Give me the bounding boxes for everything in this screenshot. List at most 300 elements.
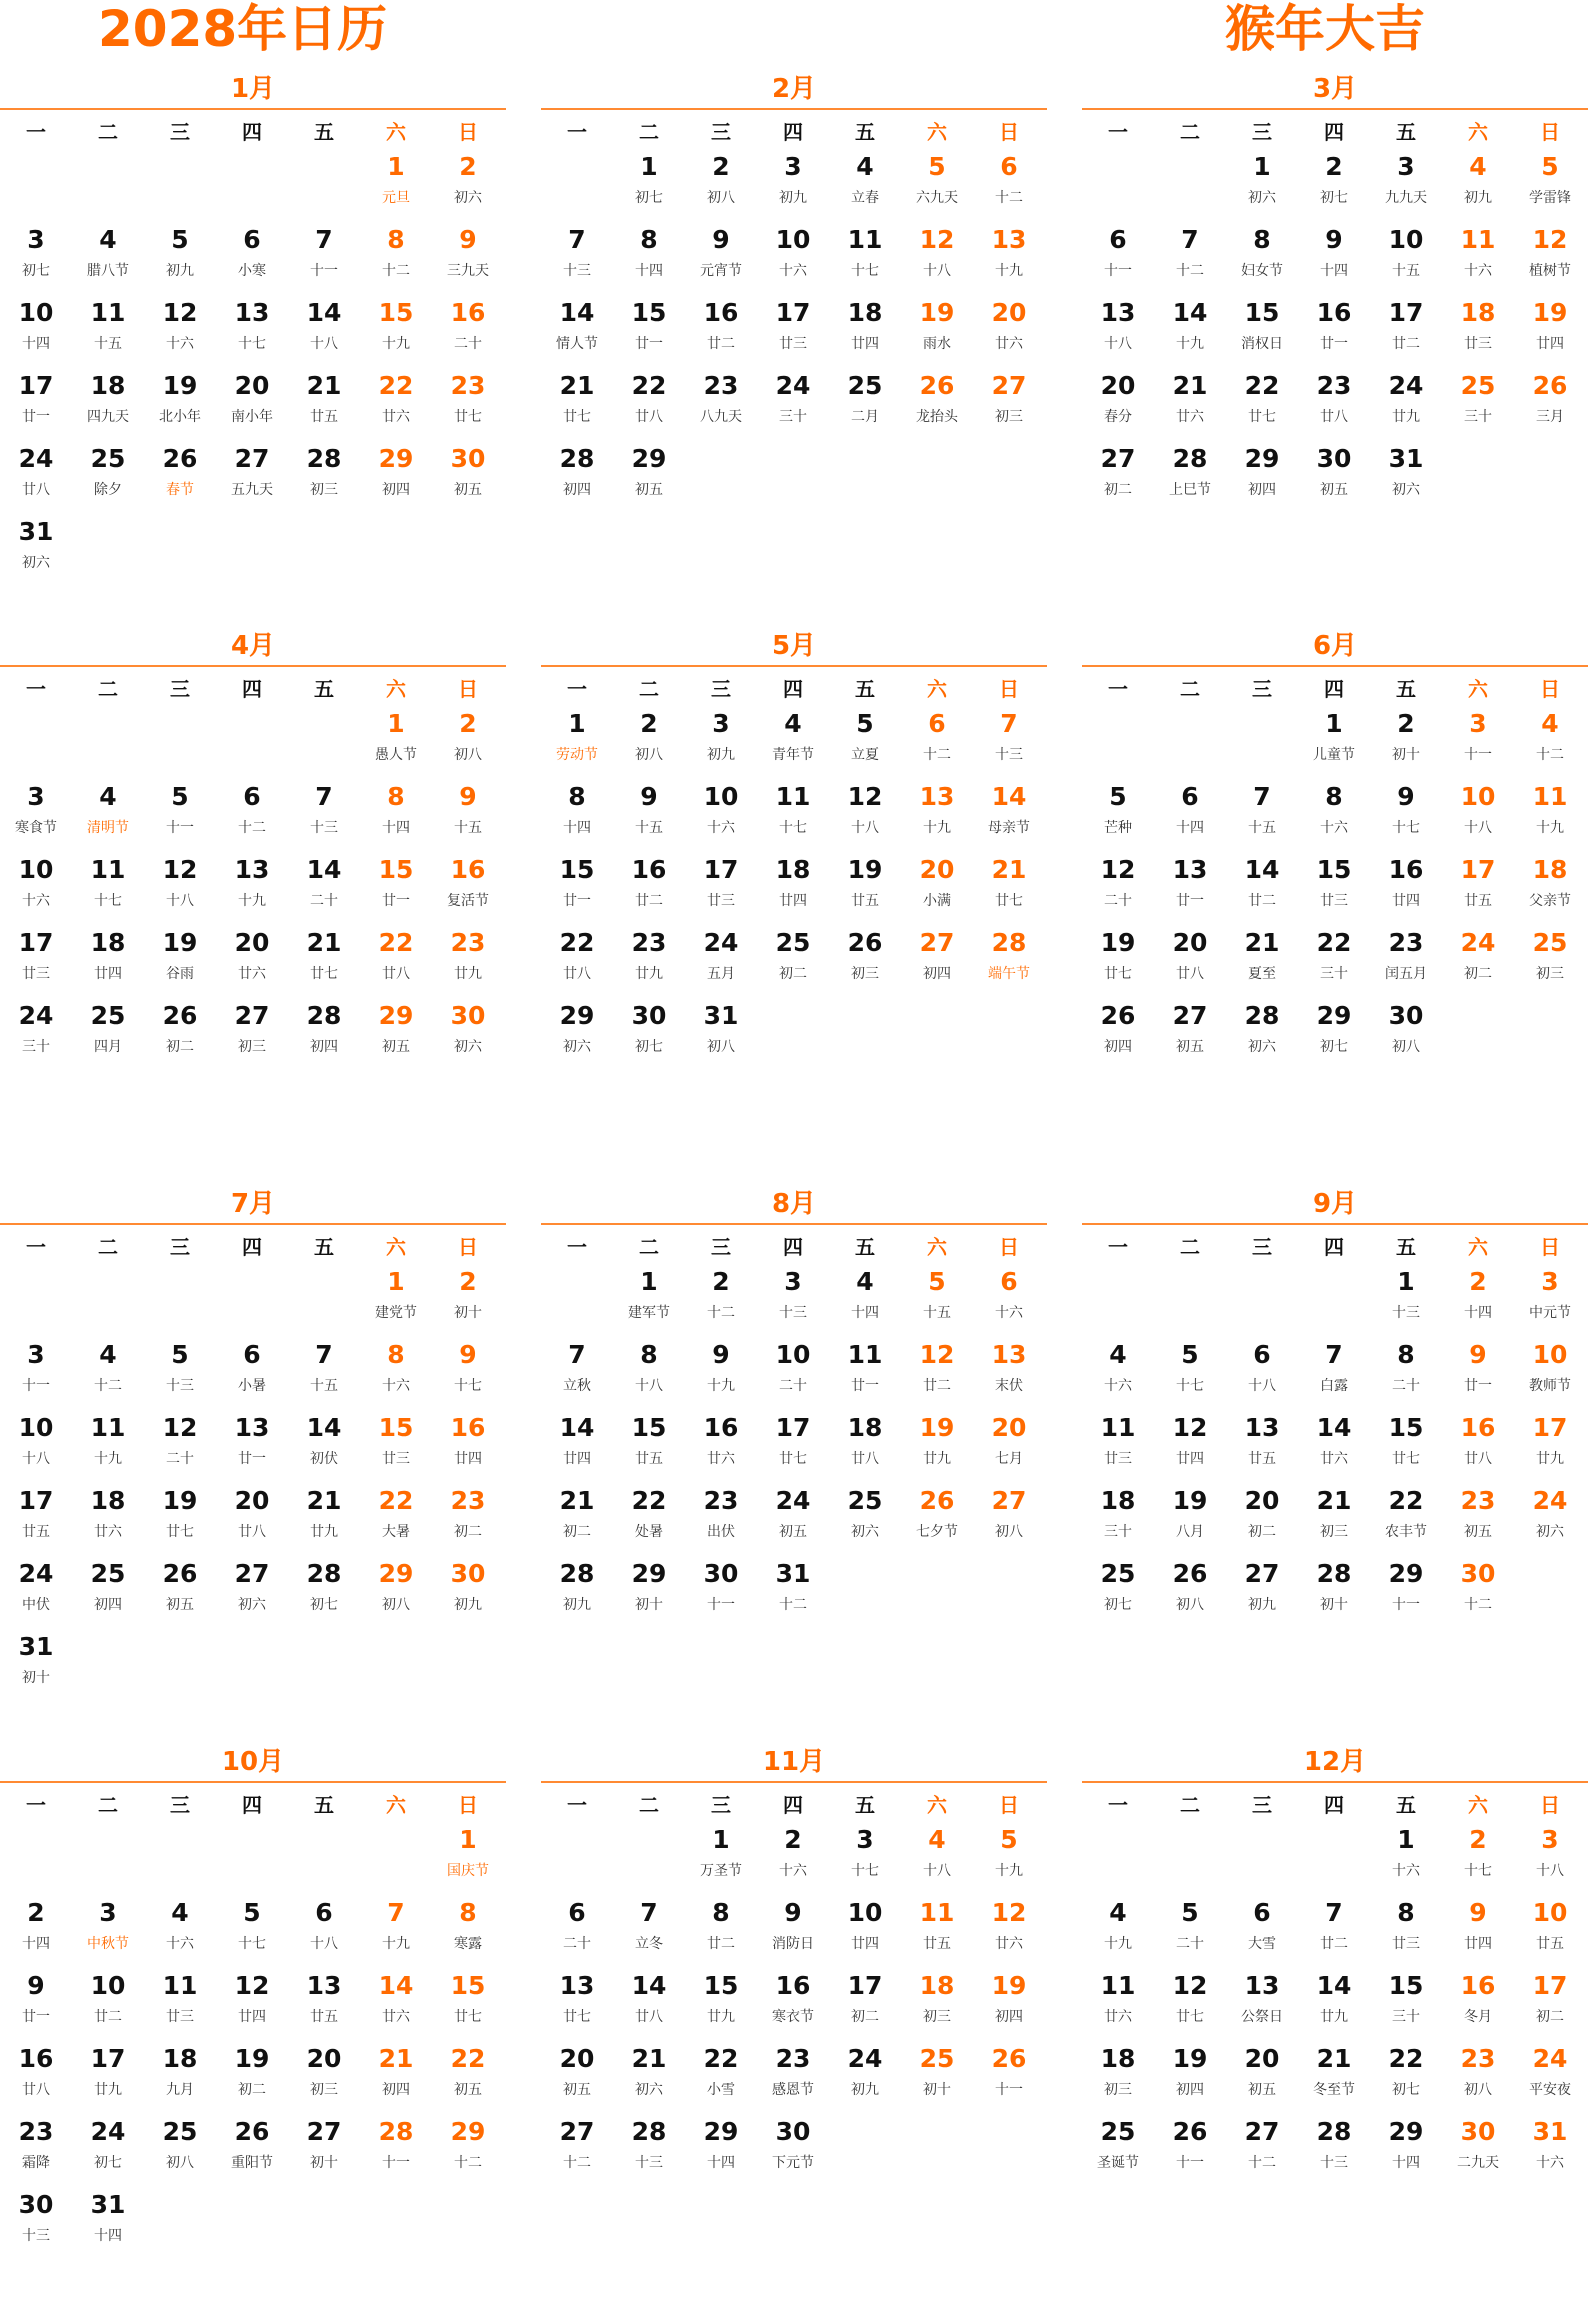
lunar-date-label: 初十: [1320, 1597, 1348, 1613]
lunar-date-label: 初九: [707, 747, 735, 763]
day-number: 22: [1316, 928, 1352, 957]
lunar-date-label: 学雷锋: [1529, 190, 1571, 206]
lunar-date-label: 立秋: [563, 1378, 591, 1394]
lunar-date-label: 圣诞节: [1097, 2155, 1139, 2171]
day-number: 24: [1460, 928, 1496, 957]
day-number: 11: [1100, 1413, 1136, 1442]
lunar-date-label: 十四: [1464, 1305, 1492, 1321]
day-cell: [216, 2042, 288, 2115]
weekday-label: 二: [639, 119, 659, 144]
day-number: 21: [1316, 1486, 1352, 1515]
empty-day-cell: [1082, 707, 1154, 780]
weekday-label: 二: [98, 676, 118, 701]
day-number: 2: [1397, 709, 1415, 738]
day-number: 18: [162, 2044, 198, 2073]
day-cell: [829, 150, 901, 223]
day-number: 25: [162, 2117, 198, 2146]
lunar-date-label: 初六: [238, 1597, 266, 1613]
day-number: 4: [99, 1340, 117, 1369]
weekday-label: 三: [1252, 676, 1272, 701]
lunar-date-label: 廿三: [22, 966, 50, 982]
lunar-date-label: 腊八节: [87, 263, 129, 279]
weekday-label: 三: [170, 1234, 190, 1259]
lunar-date-label: 廿六: [995, 1936, 1023, 1952]
lunar-date-label: 初八: [1176, 1597, 1204, 1613]
weekday-label: 三: [711, 676, 731, 701]
lunar-date-label: 廿九: [923, 1451, 951, 1467]
day-cell: [144, 369, 216, 442]
day-number: 27: [919, 928, 955, 957]
day-number: 7: [1325, 1898, 1343, 1927]
day-cell: [541, 2115, 613, 2188]
day-number: 22: [1388, 2044, 1424, 2073]
day-cell: [360, 2042, 432, 2115]
day-number: 10: [18, 1413, 54, 1442]
day-cell: [973, 1823, 1045, 1896]
lunar-date-label: 初八: [707, 1039, 735, 1055]
lunar-date-label: 廿八: [563, 966, 591, 982]
weekday-label: 二: [639, 1234, 659, 1259]
day-number: 2: [1469, 1825, 1487, 1854]
day-cell: [901, 296, 973, 369]
day-number: 3: [856, 1825, 874, 1854]
day-cell: [1370, 1484, 1442, 1557]
day-cell: [1154, 1557, 1226, 1630]
lunar-date-label: 小满: [923, 893, 951, 909]
day-cell: [829, 296, 901, 369]
day-cell: [973, 1338, 1045, 1411]
lunar-date-label: 二十: [454, 336, 482, 352]
lunar-date-label: 廿七: [779, 1451, 807, 1467]
lunar-date-label: 儿童节: [1313, 747, 1355, 763]
day-number: 5: [1181, 1898, 1199, 1927]
weekday-label: 三: [1252, 119, 1272, 144]
day-cell: [1082, 1969, 1154, 2042]
weekday-label: 一: [1108, 1234, 1128, 1259]
day-number: 16: [450, 1413, 486, 1442]
lunar-date-label: 初四: [310, 1039, 338, 1055]
day-number: 23: [703, 371, 739, 400]
day-number: 7: [315, 1340, 333, 1369]
weekday-label: 一: [567, 119, 587, 144]
lunar-date-label: 初五: [454, 482, 482, 498]
lunar-date-label: 谷雨: [166, 966, 194, 982]
day-cell: [288, 780, 360, 853]
lunar-date-label: 十二: [1176, 263, 1204, 279]
day-number: 24: [775, 371, 811, 400]
weekday-label: 一: [1108, 119, 1128, 144]
day-number: 14: [559, 1413, 595, 1442]
day-number: 16: [631, 855, 667, 884]
lunar-date-label: 三月: [1536, 409, 1564, 425]
weekday-label: 二: [98, 1234, 118, 1259]
day-number: 25: [1532, 928, 1568, 957]
lunar-date-label: 十七: [454, 1378, 482, 1394]
lunar-date-label: 廿八: [22, 2082, 50, 2098]
lunar-date-label: 廿三: [1104, 1451, 1132, 1467]
lunar-date-label: 廿五: [635, 1451, 663, 1467]
day-number: 7: [1000, 709, 1018, 738]
day-cell: [757, 1896, 829, 1969]
day-number: 21: [1244, 928, 1280, 957]
day-cell: [1226, 1969, 1298, 2042]
day-number: 7: [1325, 1340, 1343, 1369]
day-cell: [1298, 442, 1370, 515]
day-cell: [973, 1265, 1045, 1338]
day-number: 17: [18, 371, 54, 400]
day-number: 20: [1244, 2044, 1280, 2073]
day-number: 5: [856, 709, 874, 738]
day-cell: [1154, 926, 1226, 999]
day-cell: [288, 296, 360, 369]
lunar-date-label: 廿九: [310, 1524, 338, 1540]
day-number: 21: [1316, 2044, 1352, 2073]
lunar-date-label: 雨水: [923, 336, 951, 352]
day-cell: [0, 369, 72, 442]
day-number: 19: [1532, 298, 1568, 327]
lunar-date-label: 廿三: [166, 2009, 194, 2025]
lunar-date-label: 初七: [1392, 2082, 1420, 2098]
lunar-date-label: 廿二: [923, 1378, 951, 1394]
day-number: 28: [1316, 1559, 1352, 1588]
day-cell: [685, 2115, 757, 2188]
month-title: 5月: [771, 631, 817, 661]
day-number: 23: [631, 928, 667, 957]
day-number: 17: [1460, 855, 1496, 884]
day-cell: [72, 296, 144, 369]
day-cell: [1082, 296, 1154, 369]
day-number: 26: [1172, 2117, 1208, 2146]
weekday-label: 日: [458, 676, 478, 701]
empty-day-cell: [1082, 1265, 1154, 1338]
weekday-label: 六: [927, 119, 947, 144]
day-cell: [1442, 1411, 1514, 1484]
lunar-date-label: 初三: [310, 482, 338, 498]
lunar-date-label: 初三: [310, 2082, 338, 2098]
day-cell: [144, 442, 216, 515]
day-number: 19: [919, 298, 955, 327]
day-number: 2: [27, 1898, 45, 1927]
weekday-label: 日: [999, 119, 1019, 144]
lunar-date-label: 廿八: [635, 409, 663, 425]
lunar-date-label: 十五: [454, 820, 482, 836]
day-number: 14: [306, 1413, 342, 1442]
day-cell: [757, 1969, 829, 2042]
day-cell: [288, 1896, 360, 1969]
day-cell: [1082, 780, 1154, 853]
day-cell: [432, 1265, 504, 1338]
day-cell: [1298, 296, 1370, 369]
lunar-date-label: 初九: [454, 1597, 482, 1613]
lunar-date-label: 初五: [166, 1597, 194, 1613]
day-number: 25: [919, 2044, 955, 2073]
day-cell: [1226, 853, 1298, 926]
lunar-date-label: 廿四: [779, 893, 807, 909]
day-cell: [973, 1411, 1045, 1484]
lunar-date-label: 十七: [851, 1863, 879, 1879]
lunar-date-label: 十四: [707, 2155, 735, 2171]
day-cell: [1226, 1557, 1298, 1630]
lunar-date-label: 二十: [1104, 893, 1132, 909]
day-cell: [829, 1896, 901, 1969]
day-number: 26: [1532, 371, 1568, 400]
lunar-date-label: 廿五: [22, 1524, 50, 1540]
day-number: 18: [90, 371, 126, 400]
lunar-date-label: 十八: [851, 820, 879, 836]
lunar-date-label: 初六: [1248, 190, 1276, 206]
day-number: 14: [1244, 855, 1280, 884]
lunar-date-label: 十五: [94, 336, 122, 352]
lunar-date-label: 廿七: [166, 1524, 194, 1540]
lunar-date-label: 十九: [923, 820, 951, 836]
day-number: 8: [459, 1898, 477, 1927]
day-cell: [757, 707, 829, 780]
lunar-date-label: 十九: [382, 1936, 410, 1952]
lunar-date-label: 十一: [1392, 1597, 1420, 1613]
day-cell: [144, 853, 216, 926]
weekday-label: 五: [314, 676, 334, 701]
day-number: 28: [631, 2117, 667, 2146]
lunar-date-label: 十七: [779, 820, 807, 836]
lunar-date-label: 除夕: [94, 482, 122, 498]
day-cell: [1514, 1411, 1586, 1484]
day-cell: [72, 369, 144, 442]
lunar-date-label: 十二: [923, 747, 951, 763]
lunar-date-label: 十三: [635, 2155, 663, 2171]
day-cell: [613, 2115, 685, 2188]
lunar-date-label: 廿一: [238, 1451, 266, 1467]
day-cell: [360, 223, 432, 296]
day-cell: [144, 1484, 216, 1557]
day-number: 15: [378, 1413, 414, 1442]
day-number: 24: [847, 2044, 883, 2073]
lunar-date-label: 廿八: [635, 2009, 663, 2025]
day-number: 15: [378, 298, 414, 327]
day-number: 20: [234, 1486, 270, 1515]
lunar-date-label: 廿九: [1392, 409, 1420, 425]
day-number: 22: [631, 371, 667, 400]
lunar-date-label: 十六: [1392, 1863, 1420, 1879]
lunar-date-label: 初六: [454, 190, 482, 206]
day-cell: [901, 1823, 973, 1896]
lunar-date-label: 立冬: [635, 1936, 663, 1952]
lunar-date-label: 廿五: [1464, 893, 1492, 909]
day-number: 20: [991, 1413, 1027, 1442]
day-number: 7: [1253, 782, 1271, 811]
day-number: 30: [775, 2117, 811, 2146]
weekday-label: 日: [1540, 1792, 1560, 1817]
weekday-label: 日: [458, 1234, 478, 1259]
day-cell: [0, 223, 72, 296]
lunar-date-label: 北小年: [159, 409, 201, 425]
day-cell: [432, 780, 504, 853]
empty-day-cell: [541, 1823, 613, 1896]
lunar-date-label: 廿九: [94, 2082, 122, 2098]
lunar-date-label: 处暑: [635, 1524, 663, 1540]
lunar-date-label: 元宵节: [700, 263, 742, 279]
day-cell: [901, 1265, 973, 1338]
day-cell: [1514, 853, 1586, 926]
day-cell: [360, 296, 432, 369]
lunar-date-label: 廿一: [22, 409, 50, 425]
empty-day-cell: [1154, 1265, 1226, 1338]
day-number: 12: [234, 1971, 270, 2000]
day-cell: [1298, 1557, 1370, 1630]
day-number: 26: [1172, 1559, 1208, 1588]
day-number: 16: [1460, 1413, 1496, 1442]
day-cell: [613, 223, 685, 296]
day-number: 10: [775, 1340, 811, 1369]
weekday-label: 四: [242, 1234, 262, 1259]
lunar-date-label: 初五: [1320, 482, 1348, 498]
day-cell: [973, 926, 1045, 999]
weekday-label: 五: [1396, 1234, 1416, 1259]
day-number: 11: [919, 1898, 955, 1927]
lunar-date-label: 寒食节: [15, 820, 57, 836]
lunar-date-label: 廿六: [382, 2009, 410, 2025]
day-number: 1: [1397, 1267, 1415, 1296]
lunar-date-label: 八九天: [700, 409, 742, 425]
day-number: 22: [703, 2044, 739, 2073]
lunar-date-label: 廿六: [382, 409, 410, 425]
day-number: 19: [162, 1486, 198, 1515]
lunar-date-label: 廿八: [22, 482, 50, 498]
lunar-date-label: 妇女节: [1241, 263, 1283, 279]
day-cell: [973, 1484, 1045, 1557]
day-cell: [72, 2042, 144, 2115]
day-cell: [1226, 223, 1298, 296]
weekday-label: 一: [1108, 676, 1128, 701]
month-block: [1082, 72, 1588, 631]
lunar-date-label: 初二: [779, 966, 807, 982]
day-number: 8: [1397, 1340, 1415, 1369]
weekday-label: 四: [783, 119, 803, 144]
day-cell: [216, 926, 288, 999]
day-number: 22: [1244, 371, 1280, 400]
day-number: 13: [991, 225, 1027, 254]
month-title: 4月: [230, 631, 276, 661]
day-cell: [541, 369, 613, 442]
day-cell: [1226, 1896, 1298, 1969]
lunar-date-label: 五九天: [231, 482, 273, 498]
lunar-date-label: 初二: [1464, 966, 1492, 982]
weekday-label: 二: [1180, 676, 1200, 701]
month-block: [1082, 1187, 1588, 1746]
day-cell: [901, 707, 973, 780]
day-number: 31: [1388, 444, 1424, 473]
day-cell: [1370, 442, 1442, 515]
day-cell: [1514, 2115, 1586, 2188]
empty-day-cell: [216, 1823, 288, 1896]
day-number: 27: [1244, 2117, 1280, 2146]
lunar-date-label: 公祭日: [1241, 2009, 1283, 2025]
day-number: 27: [1244, 1559, 1280, 1588]
day-number: 4: [1109, 1340, 1127, 1369]
day-cell: [685, 707, 757, 780]
day-number: 10: [18, 298, 54, 327]
lunar-date-label: 情人节: [556, 336, 598, 352]
weekday-label: 日: [1540, 1234, 1560, 1259]
weekday-label: 一: [26, 1234, 46, 1259]
day-number: 20: [234, 928, 270, 957]
day-cell: [1370, 1823, 1442, 1896]
day-number: 5: [928, 1267, 946, 1296]
day-number: 29: [450, 2117, 486, 2146]
day-cell: [1082, 2115, 1154, 2188]
lunar-date-label: 十七: [1176, 1378, 1204, 1394]
day-cell: [541, 926, 613, 999]
day-cell: [288, 1484, 360, 1557]
day-number: 15: [1244, 298, 1280, 327]
month-block: [1082, 629, 1588, 1188]
lunar-date-label: 十二: [1464, 1597, 1492, 1613]
day-number: 30: [450, 444, 486, 473]
empty-day-cell: [0, 1823, 72, 1896]
day-cell: [541, 1338, 613, 1411]
day-cell: [216, 223, 288, 296]
day-cell: [1082, 442, 1154, 515]
day-cell: [360, 1969, 432, 2042]
lunar-date-label: 廿一: [851, 1378, 879, 1394]
day-cell: [360, 150, 432, 223]
day-cell: [1514, 926, 1586, 999]
day-cell: [1082, 1411, 1154, 1484]
day-cell: [360, 707, 432, 780]
day-cell: [613, 926, 685, 999]
day-cell: [541, 1557, 613, 1630]
lunar-date-label: 初九: [1464, 190, 1492, 206]
day-cell: [1298, 1484, 1370, 1557]
day-number: 28: [378, 2117, 414, 2146]
lunar-date-label: 初八: [454, 747, 482, 763]
day-cell: [613, 780, 685, 853]
lunar-date-label: 初十: [1392, 747, 1420, 763]
day-cell: [1370, 223, 1442, 296]
day-cell: [1442, 853, 1514, 926]
day-cell: [432, 1484, 504, 1557]
day-number: 26: [991, 2044, 1027, 2073]
day-number: 11: [90, 855, 126, 884]
lunar-date-label: 十五: [923, 1305, 951, 1321]
lunar-date-label: 初十: [22, 1670, 50, 1686]
weekday-label: 二: [1180, 1792, 1200, 1817]
day-number: 1: [1397, 1825, 1415, 1854]
day-number: 20: [306, 2044, 342, 2073]
lunar-date-label: 二十: [1392, 1378, 1420, 1394]
day-cell: [1298, 150, 1370, 223]
lunar-date-label: 十九: [707, 1378, 735, 1394]
weekday-header: [0, 667, 506, 707]
day-cell: [901, 150, 973, 223]
day-cell: [72, 926, 144, 999]
day-cell: [1442, 1896, 1514, 1969]
lunar-date-label: 廿九: [454, 966, 482, 982]
day-cell: [1442, 223, 1514, 296]
day-number: 21: [631, 2044, 667, 2073]
lunar-date-label: 初十: [635, 1597, 663, 1613]
day-number: 25: [90, 444, 126, 473]
day-cell: [432, 853, 504, 926]
month-block: [0, 629, 506, 1188]
day-number: 16: [450, 298, 486, 327]
lunar-date-label: 芒种: [1104, 820, 1132, 836]
day-number: 10: [90, 1971, 126, 2000]
day-number: 29: [1388, 2117, 1424, 2146]
day-cell: [1082, 1338, 1154, 1411]
lunar-date-label: 十七: [851, 263, 879, 279]
day-number: 8: [387, 782, 405, 811]
day-number: 5: [1541, 152, 1559, 181]
